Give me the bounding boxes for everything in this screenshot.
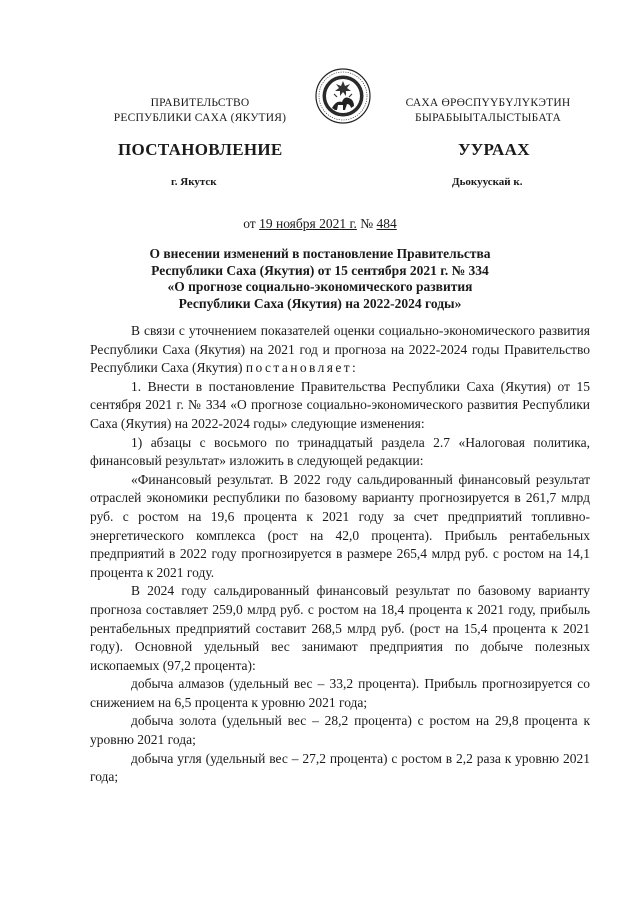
paragraph-2024: В 2024 году сальдированный финансовый результат по базовому варианту прогноза составляет 259,0 млрд руб. с ростом на 18,4 процента к 2021 году, прибыль рентабельных предприятий составит 268,5 млрд руб. (рост на 15,4 процента к 2021 году). Основной удельный вес занимают предприятия по добыче полезных ископаемых (97,2 процента): [90, 583, 590, 673]
date-line [0, 216, 640, 232]
header-left-line1: ПРАВИТЕЛЬСТВО [150, 97, 250, 109]
date-prefix: от [243, 216, 260, 231]
document-title [90, 246, 550, 312]
title-line: Республики Саха (Якутия) от 15 сентября 2021 г. № 334 [151, 262, 489, 278]
header-right [378, 96, 598, 126]
paragraph-coal: добыча угля (удельный вес – 27,2 процента) с ростом в 2,2 раза к уровню 2021 года; [90, 750, 590, 785]
paragraph-preamble [90, 322, 590, 378]
title-line: «О прогнозе социально-экономического развития [167, 279, 473, 294]
header-right-line1: САХА ӨРӨСПҮҮБҮЛҮКЭТИН [405, 97, 571, 109]
paragraph-item-1: 1. Внести в постановление Правительства Республики Саха (Якутия) от 15 сентября 2021 г. № 334 «О прогнозе социально-экономического развития Республики Саха (Якутия) на 2022-2024 годы» следующие изменения: [90, 378, 590, 431]
preamble-text: В связи с уточнением показателей оценки социально-экономического развития Республики Саха (Якутия) на 2021 год и прогноза на 2022-2024 годы Правительство Республики Саха (Якутия) [90, 323, 590, 376]
city-sakha: Дьокуускай к. [452, 176, 523, 188]
emblem-icon [315, 68, 371, 124]
document-date: 19 ноября 2021 г. [259, 216, 357, 231]
paragraph-subitem-1: 1) абзацы с восьмого по тринадцатый раздела 2.7 «Налоговая политика, финансовый результат» изложить в следующей редакции: [90, 434, 590, 469]
document-body [90, 322, 590, 787]
paragraph-financial-result: «Финансовый результат. В 2022 году сальдированный финансовый результат отраслей экономики республики по базовому варианту прогнозируется в 261,7 млрд руб. с ростом на 19,6 процента к 2021 году за счет предприятий топливно-энергетического комплекса (рост на 42,0 процента). Прибыль рентабельных предприятий в 2022 году прогнозируется в размере 265,4 млрд руб. с ростом на 14,1 процента к 2021 году. [90, 471, 590, 580]
paragraph-diamonds: добыча алмазов (удельный вес – 33,2 процента). Прибыль прогнозируется со снижением на 6,5 процента к уровню 2021 года; [90, 676, 590, 710]
document-number: 484 [376, 216, 397, 231]
header-left-line2: РЕСПУБЛИКИ САХА (ЯКУТИЯ) [113, 112, 287, 124]
city-ru: г. Якутск [171, 176, 217, 188]
title-line: О внесении изменений в постановление Правительства [149, 246, 491, 261]
resolves-word: постановляет: [245, 360, 359, 376]
header-left [100, 96, 300, 126]
doc-type-ru: ПОСТАНОВЛЕНИЕ [118, 140, 283, 159]
paragraph-gold: добыча золота (удельный вес – 28,2 процента) с ростом на 29,8 процента к уровню 2021 года; [90, 713, 590, 748]
header-right-line2: БЫРАБЫЫТАЛЫСТЫБАТА [415, 112, 561, 124]
title-line: Республики Саха (Якутия) на 2022-2024 годы» [178, 295, 462, 311]
number-prefix: № [356, 216, 377, 231]
doc-type-sakha: УУРААХ [458, 140, 530, 159]
